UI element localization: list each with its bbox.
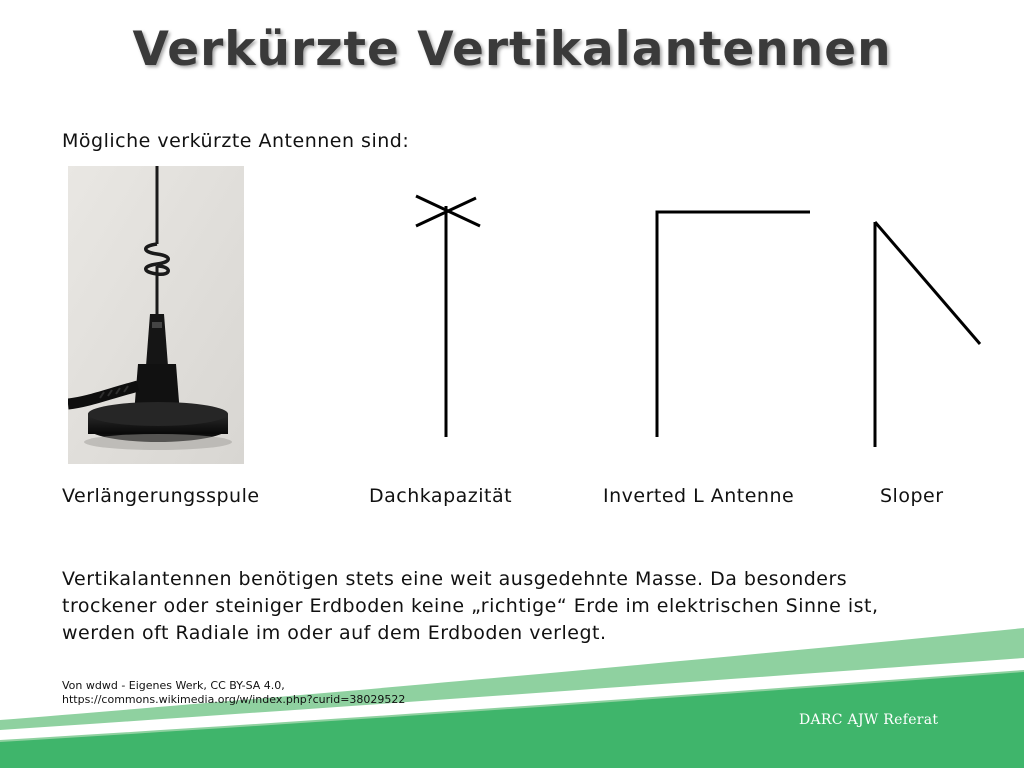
- top-hat-diagram: [416, 196, 480, 437]
- inverted-l-diagram: [657, 212, 810, 437]
- credit-line: Von wdwd - Eigenes Werk, CC BY-SA 4.0,: [62, 679, 285, 692]
- footer-text: DARC AJW Referat: [799, 712, 939, 728]
- slide-title: Verkürzte Vertikalantennen: [132, 22, 892, 77]
- body-line: werden oft Radiale im oder auf dem Erdboden verlegt.: [62, 622, 607, 644]
- label-coil: Verlängerungsspule: [62, 485, 260, 507]
- label-top-hat: Dachkapazität: [369, 485, 513, 507]
- body-line: trockener oder steiniger Erdboden keine „richtige“ Erde im elektrischen Sinne ist,: [62, 595, 879, 617]
- body-line: Vertikalantennen benötigen stets eine weit ausgedehnte Masse. Da besonders: [62, 568, 848, 590]
- label-sloper: Sloper: [880, 485, 944, 507]
- credit-link[interactable]: https://commons.wikimedia.org/w/index.php?curid=38029522: [62, 693, 406, 706]
- intro-text: Mögliche verkürzte Antennen sind:: [62, 130, 410, 152]
- body-paragraph: [62, 566, 982, 647]
- label-inverted-l: Inverted L Antenne: [603, 485, 795, 507]
- sloper-diagram: [875, 222, 980, 447]
- image-credit: [62, 679, 405, 707]
